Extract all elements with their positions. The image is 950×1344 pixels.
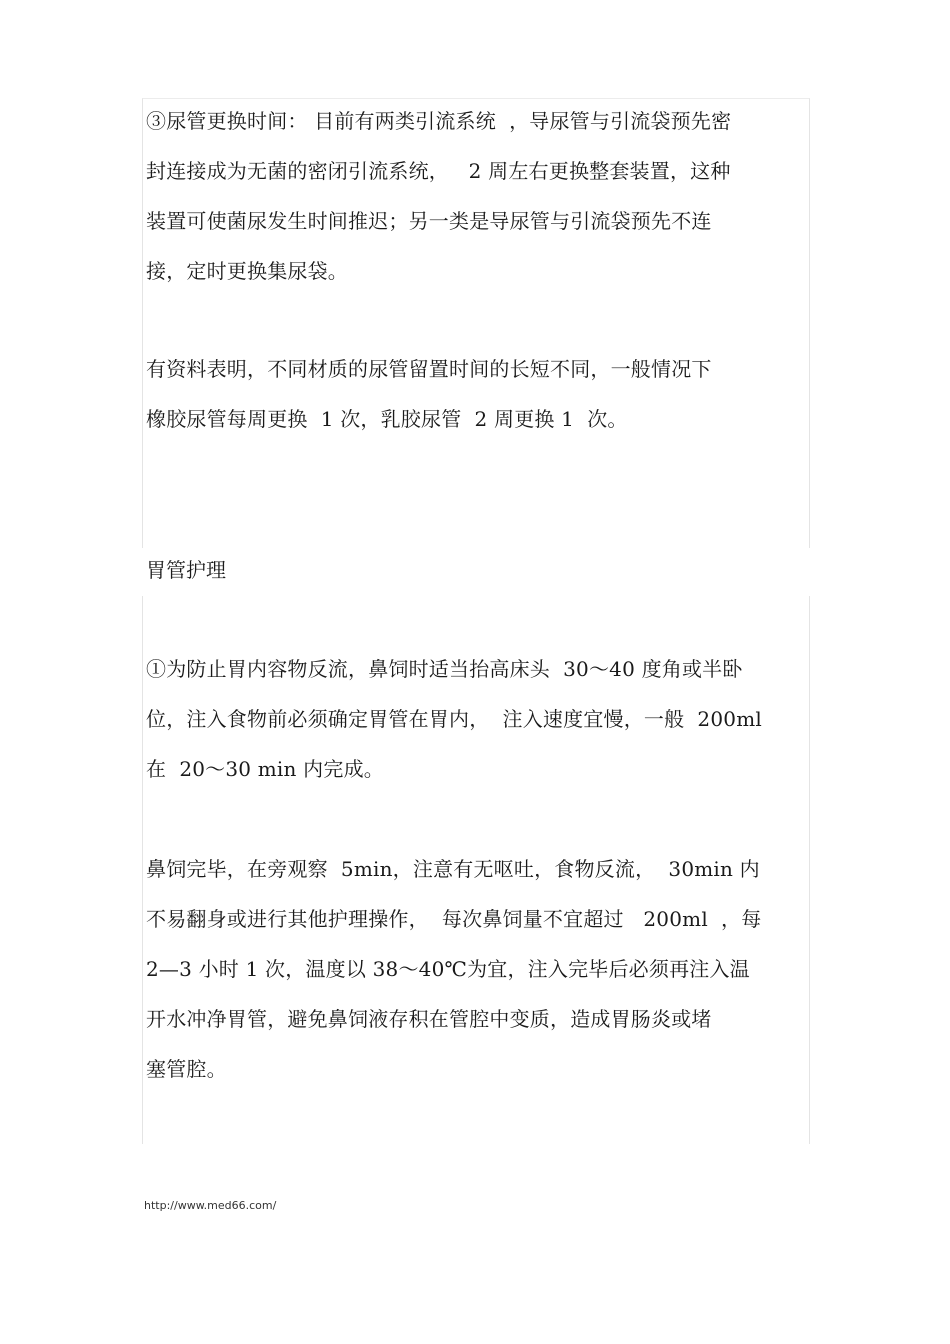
paragraph-line: 开水冲净胃管，避免鼻饲液存积在管腔中变质，造成胃肠炎或堵 [146,1007,712,1031]
paragraph-line: 鼻饲完毕，在旁观察 5min，注意有无呕吐，食物反流， 30min 内 [146,857,760,881]
paragraph-line: 塞管腔。 [146,1057,227,1081]
paragraph-line: 2—3 小时 1 次，温度以 38～40℃为宜，注入完毕后必须再注入温 [146,957,750,981]
footer-url-link[interactable]: http://www.med66.com/ [144,1199,277,1212]
paragraph-line: 不易翻身或进行其他护理操作， 每次鼻饲量不宜超过 200ml ，每 [146,907,762,931]
paragraph-line: 装置可使菌尿发生时间推迟；另一类是导尿管与引流袋预先不连 [146,209,712,233]
paragraph-line: ③尿管更换时间： 目前有两类引流系统 ，导尿管与引流袋预先密 [146,109,732,133]
paragraph-line: 位，注入食物前必须确定胃管在胃内， 注入速度宜慢，一般 200ml [146,707,762,731]
paragraph-line: 接，定时更换集尿袋。 [146,259,348,283]
paragraph-line: 有资料表明，不同材质的尿管留置时间的长短不同，一般情况下 [146,357,712,381]
paragraph-line: 橡胶尿管每周更换 1 次，乳胶尿管 2 周更换 1 次。 [146,407,628,431]
paragraph-line: 封连接成为无菌的密闭引流系统， 2 周左右更换整套装置，这种 [146,159,731,183]
section-heading: 胃管护理 [146,558,226,582]
paragraph-line: 在 20～30 min 内完成。 [146,757,384,781]
paragraph-line: ①为防止胃内容物反流，鼻饲时适当抬高床头 30～40 度角或半卧 [146,657,743,681]
